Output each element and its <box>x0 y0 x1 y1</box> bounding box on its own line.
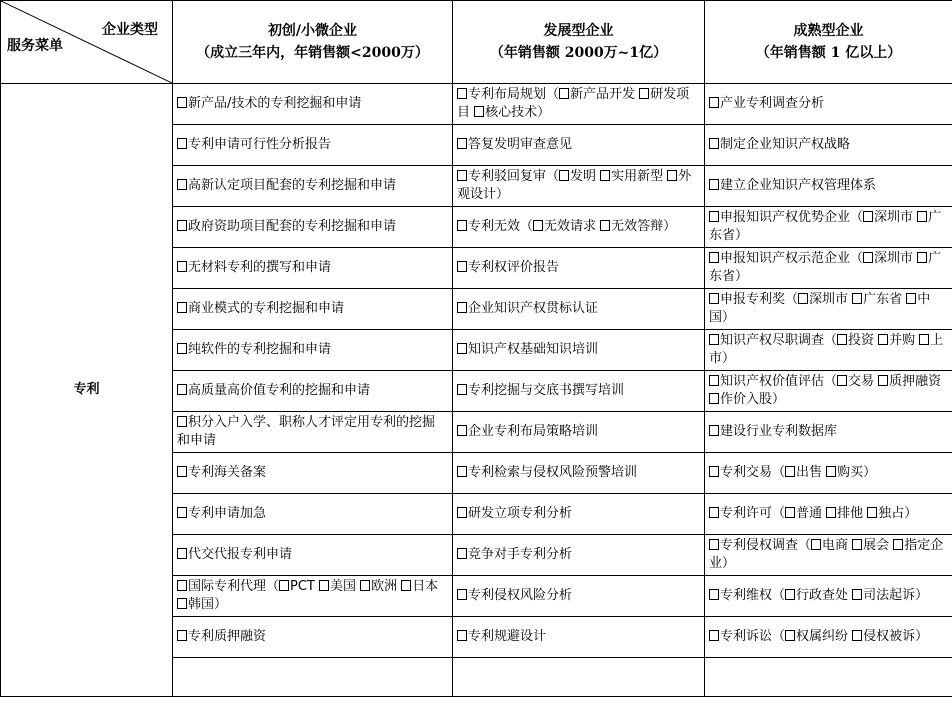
checkbox[interactable] <box>457 425 467 436</box>
checkbox[interactable] <box>177 630 187 641</box>
checkbox[interactable] <box>457 261 467 272</box>
checkbox[interactable] <box>852 293 862 304</box>
checkbox[interactable] <box>785 466 795 477</box>
service-option-c2[interactable]: 专利挖掘与交底书撰写培训 <box>453 371 705 412</box>
checkbox[interactable] <box>667 170 677 181</box>
checkbox[interactable] <box>177 138 187 149</box>
checkbox[interactable] <box>177 343 187 354</box>
service-menu-label: 服务菜单 <box>7 38 63 54</box>
checkbox[interactable] <box>401 580 411 591</box>
service-option-c3[interactable]: 专利交易（ 出售 购买） <box>705 453 952 494</box>
checkbox[interactable] <box>709 138 719 149</box>
service-option-c1[interactable]: 高新认定项目配套的专利挖掘和申请 <box>173 166 453 207</box>
service-option-c3[interactable]: 专利维权（ 行政查处 司法起诉） <box>705 576 952 617</box>
checkbox[interactable] <box>319 580 329 591</box>
checkbox[interactable] <box>709 630 719 641</box>
checkbox[interactable] <box>906 293 916 304</box>
checkbox[interactable] <box>917 211 927 222</box>
checkbox[interactable] <box>457 220 467 231</box>
checkbox[interactable] <box>837 334 847 345</box>
empty-cell <box>705 658 952 697</box>
header-mature-title: 成熟型企业 <box>793 23 864 39</box>
checkbox[interactable] <box>474 106 484 117</box>
checkbox[interactable] <box>785 630 795 641</box>
checkbox[interactable] <box>917 252 927 263</box>
empty-cell <box>173 658 453 697</box>
checkbox[interactable] <box>177 466 187 477</box>
service-option-c3[interactable]: 专利许可（ 普通 排他 独占） <box>705 494 952 535</box>
checkbox[interactable] <box>826 466 836 477</box>
service-option-c1[interactable]: 无材料专利的撰写和申请 <box>173 248 453 289</box>
service-option-c1[interactable]: 专利海关备案 <box>173 453 453 494</box>
checkbox[interactable] <box>457 466 467 477</box>
checkbox[interactable] <box>709 589 719 600</box>
header-startup <box>173 1 453 84</box>
header-growth-title: 发展型企业 <box>543 23 614 39</box>
service-option-c3[interactable]: 知识产权价值评估（ 交易 质押融资 作价入股） <box>705 371 952 412</box>
checkbox[interactable] <box>177 384 187 395</box>
checkbox[interactable] <box>709 507 719 518</box>
checkbox[interactable] <box>852 539 862 550</box>
header-row <box>1 1 952 84</box>
service-option-c1[interactable]: 高质量高价值专利的挖掘和申请 <box>173 371 453 412</box>
service-option-c2[interactable]: 企业知识产权贯标认证 <box>453 289 705 330</box>
checkbox[interactable] <box>863 211 873 222</box>
checkbox[interactable] <box>709 539 719 550</box>
service-option-c1[interactable]: 政府资助项目配套的专利挖掘和申请 <box>173 207 453 248</box>
checkbox[interactable] <box>177 548 187 559</box>
checkbox[interactable] <box>893 539 903 550</box>
service-option-c1[interactable]: 商业模式的专利挖掘和申请 <box>173 289 453 330</box>
header-mature-subtitle: （年销售额 1 亿以上） <box>755 45 902 61</box>
service-option-c1[interactable]: 专利申请可行性分析报告 <box>173 125 453 166</box>
corner-header-cell <box>1 1 173 84</box>
checkbox[interactable] <box>709 375 719 386</box>
checkbox[interactable] <box>457 589 467 600</box>
checkbox[interactable] <box>177 507 187 518</box>
checkbox[interactable] <box>559 88 569 99</box>
category-cell: 专利 <box>1 84 173 697</box>
service-option-c2[interactable]: 专利驳回复审（ 发明 实用新型 外观设计） <box>453 166 705 207</box>
checkbox[interactable] <box>709 293 719 304</box>
checkbox[interactable] <box>867 507 877 518</box>
checkbox[interactable] <box>709 252 719 263</box>
checkbox[interactable] <box>785 507 795 518</box>
checkbox[interactable] <box>177 220 187 231</box>
service-option-c3[interactable]: 知识产权尽职调查（ 投资 并购 上市） <box>705 330 952 371</box>
header-startup-title: 初创/小微企业 <box>267 23 358 39</box>
checkbox[interactable] <box>639 88 649 99</box>
checkbox[interactable] <box>837 375 847 386</box>
service-option-c3[interactable]: 申报知识产权示范企业（ 深圳市 广东省） <box>705 248 952 289</box>
service-option-c3[interactable]: 申报知识产权优势企业（ 深圳市 广东省） <box>705 207 952 248</box>
header-growth-subtitle: （年销售额 2000万~1亿） <box>489 45 668 61</box>
checkbox[interactable] <box>457 138 467 149</box>
table-row <box>1 84 952 125</box>
checkbox[interactable] <box>177 302 187 313</box>
checkbox[interactable] <box>457 88 467 99</box>
service-option-c3[interactable]: 专利诉讼（ 权属纠纷 侵权被诉） <box>705 617 952 658</box>
service-option-c2[interactable]: 答复发明审查意见 <box>453 125 705 166</box>
checkbox[interactable] <box>533 220 543 231</box>
service-option-c1[interactable]: 新产品/技术的专利挖掘和申请 <box>173 84 453 125</box>
checkbox[interactable] <box>457 302 467 313</box>
checkbox[interactable] <box>709 334 719 345</box>
checkbox[interactable] <box>457 507 467 518</box>
service-option-c3[interactable]: 制定企业知识产权战略 <box>705 125 952 166</box>
table-body <box>1 84 952 697</box>
service-option-c1[interactable]: 积分入户入学、职称人才评定用专利的挖掘和申请 <box>173 412 453 453</box>
header-mature <box>705 1 952 84</box>
checkbox[interactable] <box>457 170 467 181</box>
checkbox[interactable] <box>709 179 719 190</box>
service-option-c1[interactable]: 国际专利代理（ PCT 美国 欧洲 日本 韩国） <box>173 576 453 617</box>
checkbox[interactable] <box>863 252 873 263</box>
service-option-c2[interactable]: 企业专利布局策略培训 <box>453 412 705 453</box>
service-option-c3[interactable]: 建设行业专利数据库 <box>705 412 952 453</box>
service-option-c2[interactable]: 专利布局规划（ 新产品开发 研发项目 核心技术） <box>453 84 705 125</box>
checkbox[interactable] <box>457 343 467 354</box>
checkbox[interactable] <box>709 211 719 222</box>
empty-cell <box>453 658 705 697</box>
checkbox[interactable] <box>457 384 467 395</box>
header-startup-subtitle: （成立三年内，年销售额<2000万） <box>196 45 429 61</box>
checkbox[interactable] <box>360 580 370 591</box>
checkbox[interactable] <box>177 416 187 427</box>
checkbox[interactable] <box>709 393 719 404</box>
checkbox[interactable] <box>826 507 836 518</box>
service-option-c1[interactable]: 代交代报专利申请 <box>173 535 453 576</box>
service-option-c2[interactable]: 专利无效（ 无效请求 无效答辩） <box>453 207 705 248</box>
checkbox[interactable] <box>709 425 719 436</box>
service-option-c3[interactable]: 专利侵权调查（ 电商 展会 指定企业） <box>705 535 952 576</box>
service-option-c1[interactable]: 专利质押融资 <box>173 617 453 658</box>
service-option-c2[interactable]: 知识产权基础知识培训 <box>453 330 705 371</box>
service-option-c3[interactable]: 产业专利调查分析 <box>705 84 952 125</box>
enterprise-type-label: 企业类型 <box>102 22 158 38</box>
service-option-c1[interactable]: 专利申请加急 <box>173 494 453 535</box>
checkbox[interactable] <box>852 630 862 641</box>
checkbox[interactable] <box>878 334 888 345</box>
checkbox[interactable] <box>559 170 569 181</box>
service-option-c2[interactable]: 专利规避设计 <box>453 617 705 658</box>
checkbox[interactable] <box>177 97 187 108</box>
checkbox[interactable] <box>785 589 795 600</box>
checkbox[interactable] <box>919 334 929 345</box>
checkbox[interactable] <box>709 466 719 477</box>
service-option-c2[interactable]: 专利权评价报告 <box>453 248 705 289</box>
header-growth <box>453 1 705 84</box>
service-option-c3[interactable]: 申报专利奖（ 深圳市 广东省 中国） <box>705 289 952 330</box>
checkbox[interactable] <box>177 179 187 190</box>
service-option-c2[interactable]: 竞争对手专利分析 <box>453 535 705 576</box>
checkbox[interactable] <box>177 580 187 591</box>
checkbox[interactable] <box>177 261 187 272</box>
checkbox[interactable] <box>177 598 187 609</box>
checkbox[interactable] <box>600 220 610 231</box>
checkbox[interactable] <box>457 630 467 641</box>
checkbox[interactable] <box>798 293 808 304</box>
checkbox[interactable] <box>878 375 888 386</box>
checkbox[interactable] <box>279 580 289 591</box>
service-option-c2[interactable]: 专利侵权风险分析 <box>453 576 705 617</box>
checkbox[interactable] <box>811 539 821 550</box>
service-option-c2[interactable]: 研发立项专利分析 <box>453 494 705 535</box>
checkbox[interactable] <box>852 589 862 600</box>
service-option-c3[interactable]: 建立企业知识产权管理体系 <box>705 166 952 207</box>
service-option-c1[interactable]: 纯软件的专利挖掘和申请 <box>173 330 453 371</box>
checkbox[interactable] <box>600 170 610 181</box>
checkbox[interactable] <box>457 548 467 559</box>
checkbox[interactable] <box>709 97 719 108</box>
service-option-c2[interactable]: 专利检索与侵权风险预警培训 <box>453 453 705 494</box>
